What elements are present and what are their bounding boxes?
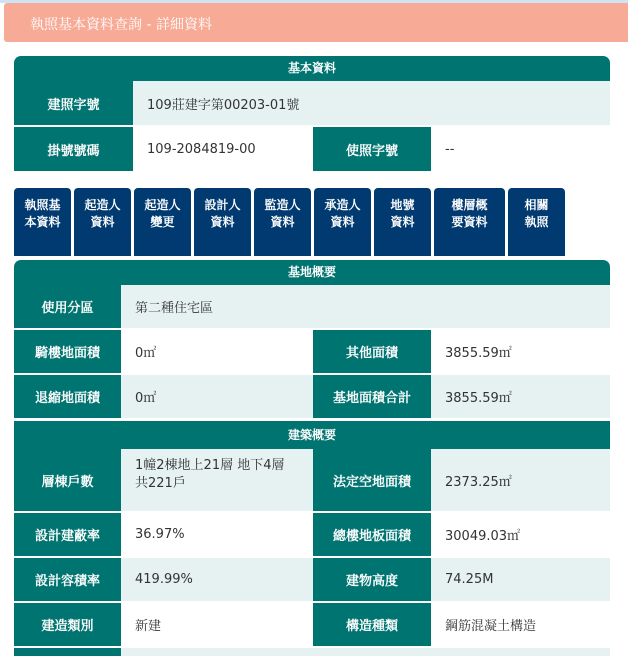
coverage-value: 36.97% [121,513,313,556]
tab-supervisor-info[interactable]: 監造人 資料 [254,188,311,256]
zone-label: 使用分區 [14,285,121,328]
far-row [14,558,610,603]
far-label: 設計容積率 [14,558,121,601]
basic-info-title: 基本資料 [14,56,610,81]
basic-info-section [14,56,610,173]
open-space-value: 2373.25㎡ [431,449,610,511]
setback-row [14,375,610,420]
site-total-label: 基地面積合計 [313,375,431,418]
registration-number-label: 掛號號碼 [14,127,133,171]
site-summary-section [14,260,610,420]
tab-applicant-change[interactable]: 起造人 變更 [134,188,191,256]
setback-area-label: 退縮地面積 [14,375,121,418]
page-header [4,3,628,42]
permit-number-value: 109莊建字第00203-01號 [133,81,610,125]
open-space-label: 法定空地面積 [313,449,431,511]
structure-label: 構造種類 [313,603,431,646]
building-summary-section [14,421,610,656]
tab-designer-info[interactable]: 設計人 資料 [194,188,251,256]
other-area-label: 其他面積 [313,330,431,373]
next-row-value [121,648,610,656]
structure-value: 鋼筋混凝土構造 [431,603,610,646]
floors-label: 層棟戶數 [14,449,121,511]
construction-type-label: 建造類別 [14,603,121,646]
site-summary-title: 基地概要 [14,260,610,285]
tab-related-permits[interactable]: 相關 執照 [508,188,565,256]
arcade-area-value: 0㎡ [121,330,313,373]
construction-type-value: 新建 [121,603,313,646]
next-row-partial [14,648,610,656]
zone-value: 第二種住宅區 [121,285,610,328]
setback-area-value: 0㎡ [121,375,313,418]
other-area-value: 3855.59㎡ [431,330,610,373]
type-row [14,603,610,648]
tab-land-info[interactable]: 地號 資料 [374,188,431,256]
registration-number-value: 109-2084819-00 [133,127,313,171]
floor-area-value: 30049.03㎡ [431,513,610,556]
arcade-area-label: 騎樓地面積 [14,330,121,373]
tab-contractor-info[interactable]: 承造人 資料 [314,188,371,256]
use-permit-value: -- [431,127,610,171]
use-permit-label: 使照字號 [313,127,431,171]
tab-floor-info[interactable]: 樓層概 要資料 [434,188,505,256]
zone-row [14,285,610,330]
floors-value-line1: 1幢2棟地上21層 地下4層 [135,458,285,473]
floors-value [121,449,313,511]
floor-area-label: 總樓地板面積 [313,513,431,556]
arcade-row [14,330,610,375]
site-total-value: 3855.59㎡ [431,375,610,418]
floors-value-line2: 共221戶 [135,476,186,491]
floors-row [14,449,610,513]
far-value: 419.99% [121,558,313,601]
registration-row [14,127,610,173]
height-value: 74.25M [431,558,610,601]
height-label: 建物高度 [313,558,431,601]
permit-number-label: 建照字號 [14,81,133,125]
tab-applicant-info[interactable]: 起造人 資料 [74,188,131,256]
coverage-label: 設計建蔽率 [14,513,121,556]
next-row-label [14,648,121,656]
coverage-row [14,513,610,558]
page-title: 執照基本資料查詢 - 詳細資料 [30,17,212,33]
building-summary-title: 建築概要 [14,421,610,449]
tab-basic-info[interactable]: 執照基 本資料 [14,188,71,256]
permit-number-row [14,81,610,127]
